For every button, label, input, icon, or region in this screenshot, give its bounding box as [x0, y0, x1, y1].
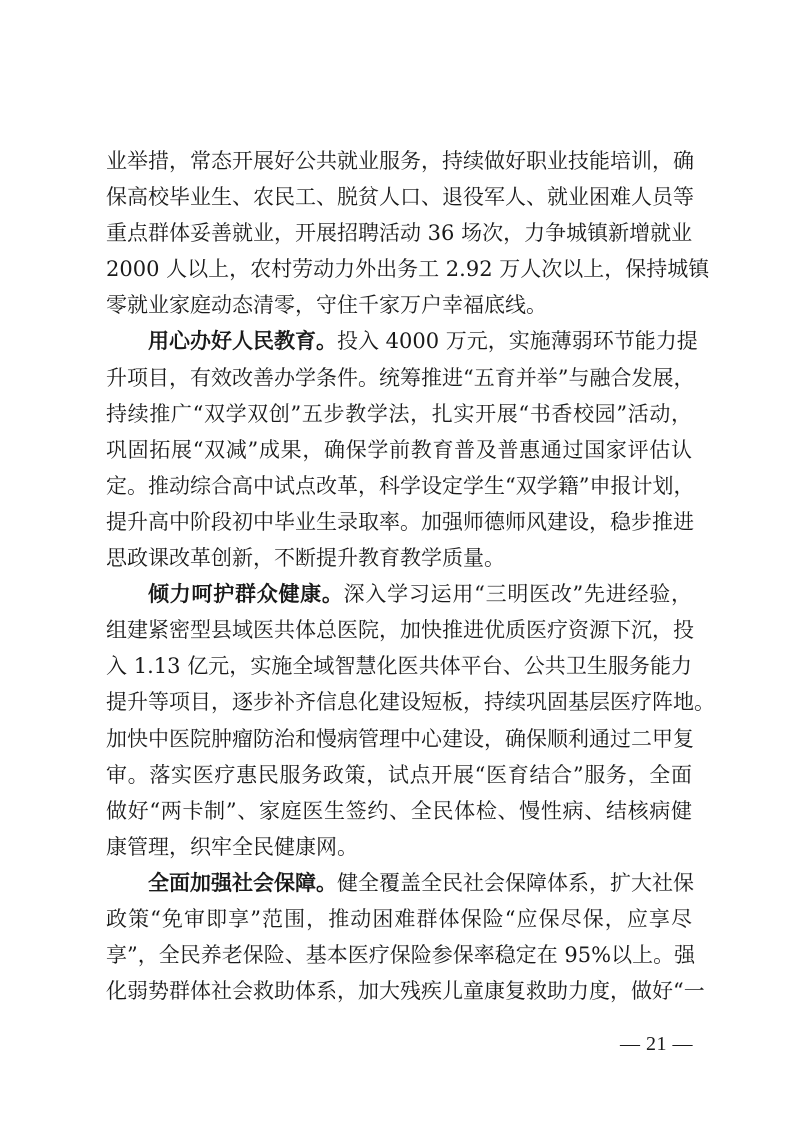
section-heading-education: 用心办好人民教育。: [148, 329, 337, 354]
text-line: 保高校毕业生、农民工、脱贫人口、退役军人、就业困难人员等: [106, 185, 694, 210]
paragraph-first-line: [106, 576, 692, 612]
text-line: 享”，全民养老保险、基本医疗保险参保率稳定在 95%以上。强: [106, 943, 696, 968]
text-line: 组建紧密型县域医共体总医院，加快推进优质医疗资源下沉，投: [106, 618, 694, 643]
text-line: 2000 人以上，农村劳动力外出务工 2.92 万人次以上，保持城镇: [106, 257, 710, 282]
text-line: 审。落实医疗惠民服务政策，试点开展“医育结合”服务，全面: [106, 762, 692, 787]
text-line: 思政课改革创新，不断提升教育教学质量。: [106, 546, 505, 571]
text-line: 提升等项目，逐步补齐信息化建设短板，持续巩固基层医疗阵地。: [106, 690, 715, 715]
text-line: 巩固拓展“双减”成果，确保学前教育普及普惠通过国家评估认: [106, 437, 692, 462]
paragraph-first-line: [106, 865, 692, 901]
text-line: 加快中医院肿瘤防治和慢病管理中心建设，确保顺利通过二甲复: [106, 726, 694, 751]
text-segment: 健全覆盖全民社会保障体系，扩大社保: [337, 870, 694, 895]
paragraph-education: [106, 323, 698, 576]
paragraph-employment: [106, 143, 710, 323]
text-line: 定。推动综合高中试点改革，科学设定学生“双学籍”申报计划，: [106, 473, 695, 498]
page-number: — 21 —: [620, 1033, 693, 1055]
text-segment: 深入学习运用“三明医改”先进经验，: [343, 582, 692, 607]
text-line: 业举措，常态开展好公共就业服务，持续做好职业技能培训，确: [106, 149, 694, 173]
paragraph-first-line: [106, 323, 698, 359]
section-heading-health: 倾力呵护群众健康。: [148, 582, 344, 607]
text-line: 政策“免审即享”范围，推动困难群体保险“应保尽保，应享尽: [106, 906, 692, 931]
text-line: 零就业家庭动态清零，守住千家万户幸福底线。: [106, 293, 547, 318]
text-line: 做好“两卡制”、家庭医生签约、全民体检、慢性病、结核病健: [106, 798, 692, 823]
text-line: 化弱势群体社会救助体系，加大残疾儿童康复救助力度，做好“一: [106, 979, 705, 1004]
text-line: 重点群体妥善就业，开展招聘活动 36 场次，力争城镇新增就业: [106, 221, 693, 246]
document-body: [106, 143, 715, 1009]
text-line: 入 1.13 亿元，实施全域智慧化医共体平台、公共卫生服务能力: [106, 654, 692, 679]
text-line: 持续推广“双学双创”五步教学法，扎实开展“书香校园”活动，: [106, 401, 692, 426]
text-line: 升项目，有效改善办学条件。统筹推进“五育并举”与融合发展，: [106, 365, 695, 390]
section-heading-social-security: 全面加强社会保障。: [148, 870, 337, 895]
paragraph-health: [106, 576, 715, 865]
text-line: 提升高中阶段初中毕业生录取率。加强师德师风建设，稳步推进: [106, 509, 694, 534]
text-line: 康管理，织牢全民健康网。: [106, 834, 358, 859]
paragraph-social-security: [106, 865, 705, 1009]
text-segment: 投入 4000 万元，实施薄弱环节能力提: [337, 329, 698, 354]
